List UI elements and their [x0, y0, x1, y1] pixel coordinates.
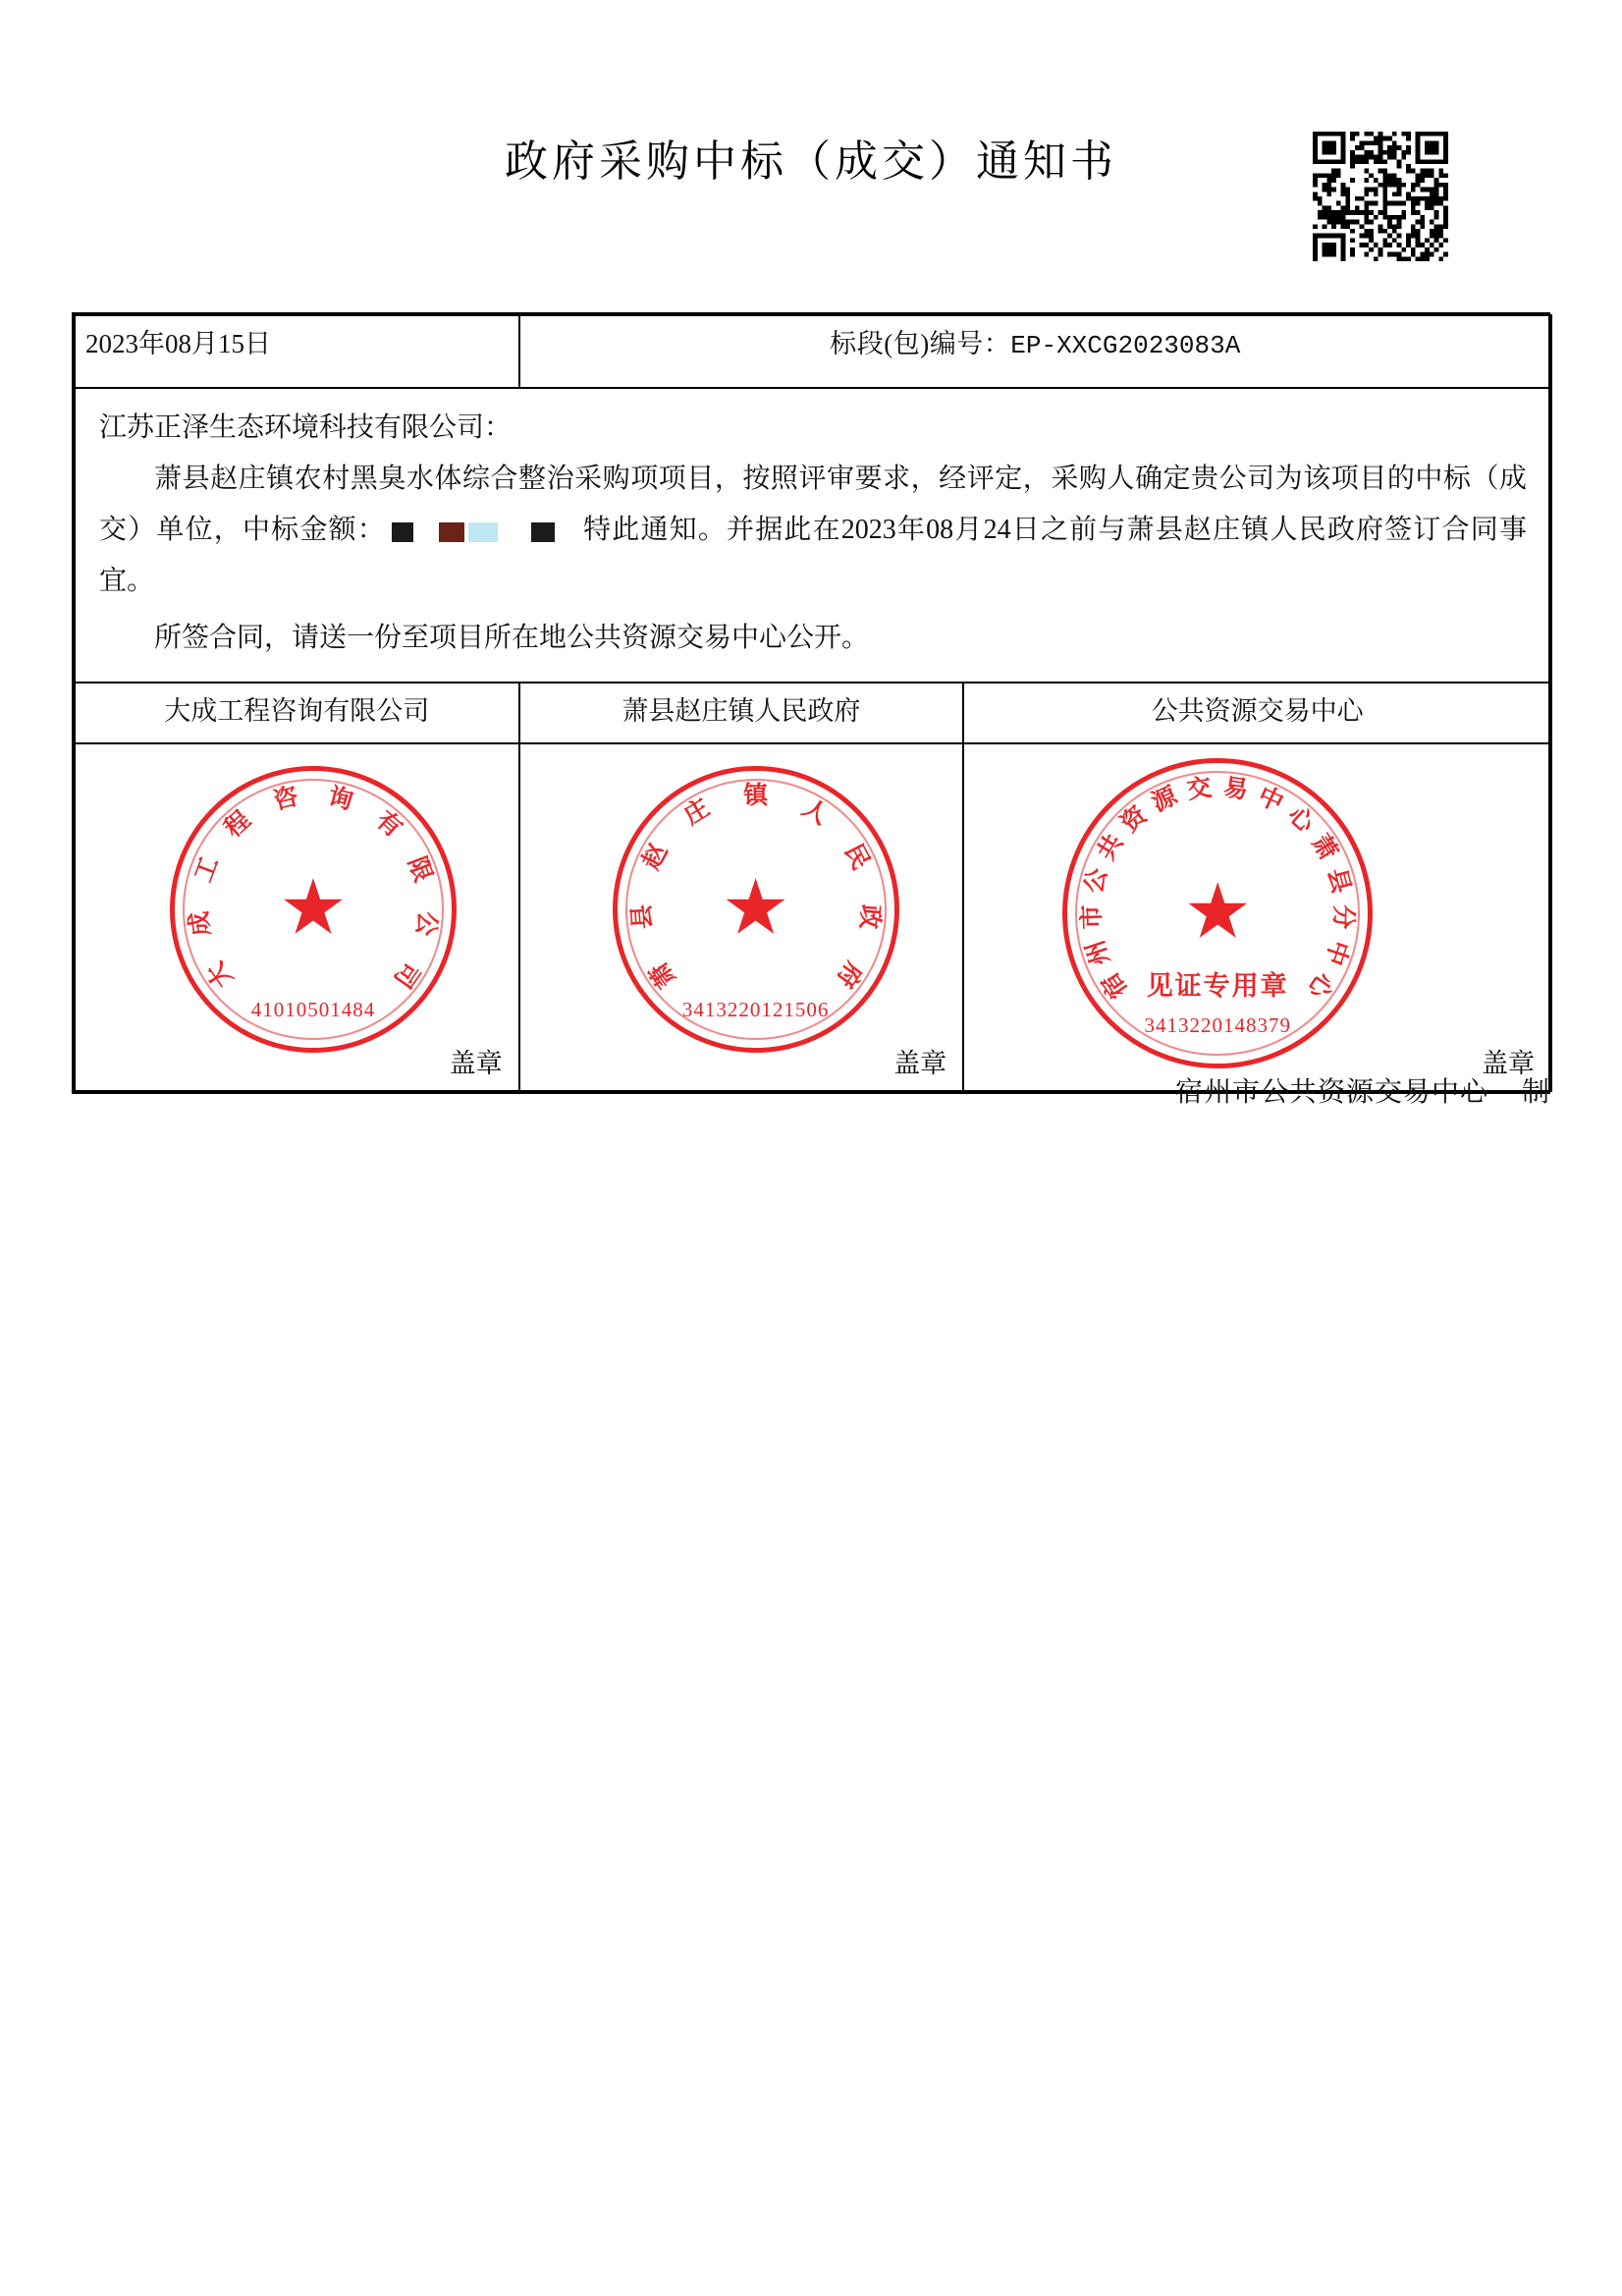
notice-body: [75, 388, 1551, 683]
company-seal-icon: [170, 766, 457, 1053]
table-row-body: [75, 388, 1551, 683]
signature-title-agency: 大成工程咨询有限公司: [75, 683, 519, 743]
signature-title-center: 公共资源交易中心: [963, 683, 1551, 743]
redacted-amount-1: [392, 522, 413, 542]
redacted-amount-3: [468, 522, 498, 542]
footer-issuer-name: 宿州市公共资源交易中心: [1174, 1077, 1488, 1108]
signature-seal-row: [75, 743, 1551, 1091]
notice-paragraph-1: [99, 454, 1527, 607]
signature-header-row: [75, 683, 1551, 743]
stamp-label-center: 盖章: [1482, 1049, 1535, 1078]
page-title: 政府采购中标（成交）通知书: [505, 137, 1117, 186]
stamp-label-agency: 盖章: [449, 1049, 503, 1078]
seal-code-purchaser: 3413220121506: [681, 998, 830, 1021]
seal-code-agency: 41010501484: [250, 998, 376, 1021]
star-icon: ★: [1183, 868, 1253, 955]
redacted-amount-2: [439, 522, 464, 542]
lot-number-cell: [519, 315, 1551, 388]
notice-table: [72, 312, 1550, 1094]
stamp-label-purchaser: 盖章: [893, 1049, 947, 1078]
star-icon: ★: [721, 864, 790, 951]
paragraph-1-text-a: 萧县赵庄镇农村黑臭水体综合整治采购项项目，按照评审要求，经评定，采购人确定贵公司为该项目的中标（成交）单位，中标金额：: [99, 464, 1527, 545]
signature-title-purchaser: 萧县赵庄镇人民政府: [519, 683, 964, 743]
footer-suffix: 制: [1521, 1077, 1550, 1108]
government-seal-icon: [613, 766, 899, 1053]
seal-cell-agency: [75, 743, 519, 1091]
lot-number-value: EP-XXCG2023083A: [1010, 331, 1241, 360]
table-row-header: [75, 315, 1551, 388]
paragraph-1-text-b: 特此通知。并据此在2023年08月24日之前与萧县赵庄镇人民政府签订合同事宜。: [99, 515, 1527, 596]
seal-cell-purchaser: [519, 743, 964, 1091]
lot-number-label: 标段(包)编号：: [830, 329, 1011, 358]
seal-arc-text-purchaser: 萧 县 赵 庄 镇 人 民 政 府: [628, 783, 884, 993]
redacted-amount-4: [531, 522, 555, 542]
seal-mid-text-center: 见证专用章: [1146, 971, 1289, 1001]
issue-date: 2023年08月15日: [75, 315, 519, 388]
star-icon: ★: [279, 864, 348, 951]
footer-issuer: [0, 1070, 1550, 1110]
addressee: 江苏正泽生态环境科技有限公司：: [99, 412, 513, 443]
seal-arc-text-agency: 大 成 工 程 咨 询 有 限 公 司: [186, 783, 441, 993]
seal-code-center: 3413220148379: [1144, 1013, 1291, 1037]
trading-center-seal-icon: [1062, 758, 1373, 1068]
notice-paragraph-2: 所签合同，请送一份至项目所在地公共资源交易中心公开。: [154, 623, 870, 653]
seal-cell-center: [963, 743, 1551, 1091]
qr-code-icon: [1313, 132, 1448, 261]
seal-arc-text-center: 宿 州 市 公 共 资 源 交 易 中 心 萧 县 分 中 心: [1078, 774, 1357, 1004]
